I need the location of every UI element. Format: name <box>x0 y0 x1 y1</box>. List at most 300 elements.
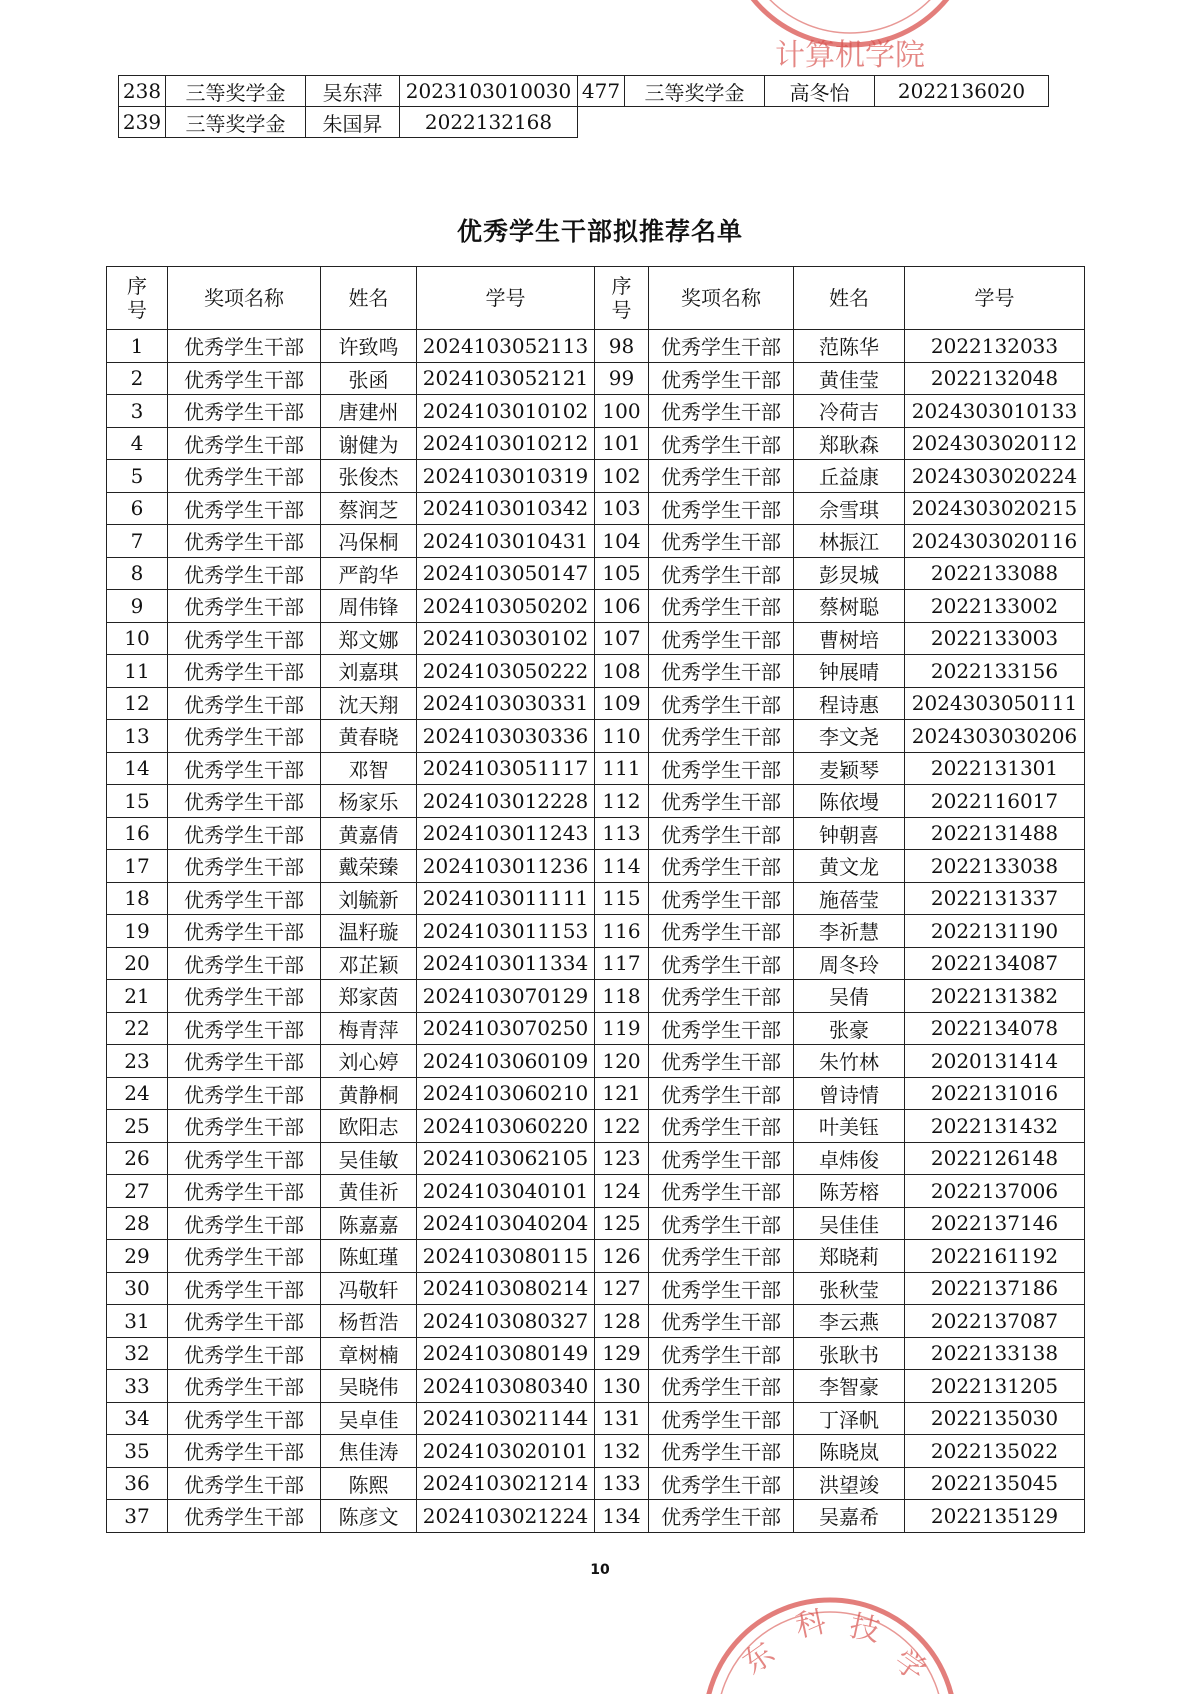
cell-no: 34 <box>107 1402 168 1435</box>
cell-no: 100 <box>595 395 649 428</box>
cell-student-id: 2024103062105 <box>417 1142 595 1175</box>
header-id: 学号 <box>417 267 595 330</box>
svg-text:计算机学院: 计算机学院 <box>775 38 925 73</box>
cell-student-id: 2024103060210 <box>417 1077 595 1110</box>
cell-award: 优秀学生干部 <box>649 330 794 363</box>
page-title: 优秀学生干部拟推荐名单 <box>456 217 743 246</box>
svg-text:东: 东 <box>736 1635 782 1682</box>
cell-award: 优秀学生干部 <box>168 882 321 915</box>
cell-name: 刘毓新 <box>321 882 417 915</box>
previous-award-table <box>118 75 1049 138</box>
cell-award: 优秀学生干部 <box>649 1337 794 1370</box>
cell-no: 122 <box>595 1110 649 1143</box>
cell-no: 126 <box>595 1240 649 1273</box>
table-row <box>107 492 1085 525</box>
cell-student-id: 2024303020224 <box>905 460 1085 493</box>
table-row <box>107 1305 1085 1338</box>
cell-no: 111 <box>595 752 649 785</box>
cell-award: 优秀学生干部 <box>649 460 794 493</box>
cell-award: 优秀学生干部 <box>649 1142 794 1175</box>
cell-no: 13 <box>107 720 168 753</box>
cell-no: 35 <box>107 1435 168 1468</box>
cell-award: 优秀学生干部 <box>168 330 321 363</box>
recommendation-table <box>106 266 1085 1533</box>
cell-name: 叶美钰 <box>794 1110 905 1143</box>
cell-student-id: 2024303020112 <box>905 427 1085 460</box>
cell-student-id: 2022134078 <box>905 1012 1085 1045</box>
header-no: 序 号 <box>107 267 168 330</box>
cell-name: 唐建州 <box>321 395 417 428</box>
cell-award: 优秀学生干部 <box>168 817 321 850</box>
cell-name: 陈晓岚 <box>794 1435 905 1468</box>
cell-name: 许致鸣 <box>321 330 417 363</box>
cell-name: 梅青萍 <box>321 1012 417 1045</box>
cell-student-id: 2022131016 <box>905 1077 1085 1110</box>
table-row <box>107 1272 1085 1305</box>
cell-no: 17 <box>107 850 168 883</box>
table-row <box>107 1012 1085 1045</box>
cell-no: 110 <box>595 720 649 753</box>
cell-name: 冷荷吉 <box>794 395 905 428</box>
cell-award: 优秀学生干部 <box>168 395 321 428</box>
cell-name: 林振江 <box>794 525 905 558</box>
cell-student-id: 2024303030206 <box>905 720 1085 753</box>
header-award: 奖项名称 <box>649 267 794 330</box>
cell-name: 戴荣臻 <box>321 850 417 883</box>
cell-no: 133 <box>595 1467 649 1500</box>
cell-student-id: 2022116017 <box>905 785 1085 818</box>
table-row <box>107 395 1085 428</box>
cell-award: 优秀学生干部 <box>168 752 321 785</box>
cell-name: 张秋莹 <box>794 1272 905 1305</box>
cell-no: 116 <box>595 915 649 948</box>
cell-name: 麦颖琴 <box>794 752 905 785</box>
cell-student-id: 2024103020101 <box>417 1435 595 1468</box>
cell-no: 28 <box>107 1207 168 1240</box>
cell-no: 125 <box>595 1207 649 1240</box>
cell-no: 106 <box>595 590 649 623</box>
cell-student-id: 2024103080115 <box>417 1240 595 1273</box>
cell-award: 优秀学生干部 <box>649 1077 794 1110</box>
cell-student-id: 2024303010133 <box>905 395 1085 428</box>
cell-student-id: 2024303050111 <box>905 687 1085 720</box>
cell-name: 陈依墁 <box>794 785 905 818</box>
table-row <box>107 882 1085 915</box>
cell-student-id: 2024103060220 <box>417 1110 595 1143</box>
cell-award: 优秀学生干部 <box>649 1435 794 1468</box>
cell-award: 三等奖学金 <box>166 76 306 107</box>
cell-student-id: 2022133156 <box>905 655 1085 688</box>
cell-award: 优秀学生干部 <box>168 785 321 818</box>
cell-student-id: 2024103010102 <box>417 395 595 428</box>
cell-name: 吴嘉希 <box>794 1500 905 1533</box>
cell-no: 127 <box>595 1272 649 1305</box>
cell-award: 优秀学生干部 <box>168 1175 321 1208</box>
table-row <box>107 1142 1085 1175</box>
cell-award: 优秀学生干部 <box>649 362 794 395</box>
cell-name: 邓芷颖 <box>321 947 417 980</box>
table-row <box>107 590 1085 623</box>
table-row <box>107 1337 1085 1370</box>
table-row <box>107 687 1085 720</box>
cell-name: 谢健为 <box>321 427 417 460</box>
cell-award: 优秀学生干部 <box>168 362 321 395</box>
cell-award: 优秀学生干部 <box>168 1337 321 1370</box>
cell-no: 239 <box>119 107 166 138</box>
cell-name: 郑家茵 <box>321 980 417 1013</box>
cell-award: 优秀学生干部 <box>168 427 321 460</box>
cell-award: 优秀学生干部 <box>168 460 321 493</box>
cell-name: 吴晓伟 <box>321 1370 417 1403</box>
table-row <box>107 557 1085 590</box>
cell-no: 25 <box>107 1110 168 1143</box>
cell-student-id: 2024103012228 <box>417 785 595 818</box>
cell-student-id: 2020131414 <box>905 1045 1085 1078</box>
cell-student-id: 2024103051117 <box>417 752 595 785</box>
cell-student-id: 2024103021224 <box>417 1500 595 1533</box>
cell-student-id: 2024303020116 <box>905 525 1085 558</box>
cell-name: 钟朝喜 <box>794 817 905 850</box>
header-name: 姓名 <box>321 267 417 330</box>
cell-no: 26 <box>107 1142 168 1175</box>
cell-student-id: 2022137087 <box>905 1305 1085 1338</box>
cell-award: 优秀学生干部 <box>168 1370 321 1403</box>
table-row <box>107 947 1085 980</box>
cell-award: 优秀学生干部 <box>649 785 794 818</box>
cell-student-id: 2024103050202 <box>417 590 595 623</box>
cell-name: 黄春晓 <box>321 720 417 753</box>
cell-award: 优秀学生干部 <box>649 395 794 428</box>
cell-award: 优秀学生干部 <box>649 1207 794 1240</box>
cell-student-id: 2022135045 <box>905 1467 1085 1500</box>
cell-no: 18 <box>107 882 168 915</box>
cell-award: 优秀学生干部 <box>649 622 794 655</box>
cell-empty <box>625 107 765 138</box>
cell-name: 邓智 <box>321 752 417 785</box>
cell-student-id: 2024103070129 <box>417 980 595 1013</box>
cell-no: 36 <box>107 1467 168 1500</box>
cell-award: 优秀学生干部 <box>168 720 321 753</box>
cell-award: 优秀学生干部 <box>168 947 321 980</box>
cell-award: 优秀学生干部 <box>649 1175 794 1208</box>
cell-name: 沈天翔 <box>321 687 417 720</box>
cell-student-id: 2024103080214 <box>417 1272 595 1305</box>
cell-name: 黄静桐 <box>321 1077 417 1110</box>
cell-no: 4 <box>107 427 168 460</box>
cell-student-id: 2024103080149 <box>417 1337 595 1370</box>
cell-name: 焦佳涛 <box>321 1435 417 1468</box>
cell-no: 1 <box>107 330 168 363</box>
cell-no: 128 <box>595 1305 649 1338</box>
header-name: 姓名 <box>794 267 905 330</box>
cell-award: 优秀学生干部 <box>168 1012 321 1045</box>
cell-name: 黄佳莹 <box>794 362 905 395</box>
cell-student-id: 2022132168 <box>400 107 578 138</box>
cell-student-id: 2022132048 <box>905 362 1085 395</box>
cell-student-id: 2024103060109 <box>417 1045 595 1078</box>
cell-student-id: 2024103011111 <box>417 882 595 915</box>
cell-award: 优秀学生干部 <box>168 622 321 655</box>
cell-name: 程诗惠 <box>794 687 905 720</box>
cell-name: 郑耿森 <box>794 427 905 460</box>
cell-name: 杨哲浩 <box>321 1305 417 1338</box>
cell-no: 31 <box>107 1305 168 1338</box>
cell-student-id: 2024103052121 <box>417 362 595 395</box>
cell-no: 20 <box>107 947 168 980</box>
cell-award: 优秀学生干部 <box>649 1110 794 1143</box>
cell-award: 优秀学生干部 <box>649 1402 794 1435</box>
cell-award: 优秀学生干部 <box>168 1207 321 1240</box>
cell-no: 118 <box>595 980 649 1013</box>
table-row <box>107 850 1085 883</box>
cell-award: 优秀学生干部 <box>649 557 794 590</box>
cell-name: 吴倩 <box>794 980 905 1013</box>
cell-no: 101 <box>595 427 649 460</box>
cell-no: 107 <box>595 622 649 655</box>
cell-no: 8 <box>107 557 168 590</box>
cell-award: 三等奖学金 <box>625 76 765 107</box>
cell-name: 卓炜俊 <box>794 1142 905 1175</box>
cell-empty <box>578 107 625 138</box>
cell-award: 优秀学生干部 <box>649 655 794 688</box>
header-award: 奖项名称 <box>168 267 321 330</box>
cell-no: 123 <box>595 1142 649 1175</box>
cell-award: 优秀学生干部 <box>649 1370 794 1403</box>
cell-student-id: 2022134087 <box>905 947 1085 980</box>
cell-no: 102 <box>595 460 649 493</box>
college-seal-top <box>720 0 980 80</box>
cell-empty <box>875 107 1049 138</box>
cell-award: 优秀学生干部 <box>168 1240 321 1273</box>
cell-name: 杨家乐 <box>321 785 417 818</box>
cell-name: 陈虹瑾 <box>321 1240 417 1273</box>
cell-name: 曹树培 <box>794 622 905 655</box>
cell-no: 238 <box>119 76 166 107</box>
page-number: 10 <box>590 1562 610 1578</box>
cell-name: 张豪 <box>794 1012 905 1045</box>
cell-no: 121 <box>595 1077 649 1110</box>
cell-no: 98 <box>595 330 649 363</box>
cell-no: 124 <box>595 1175 649 1208</box>
cell-no: 120 <box>595 1045 649 1078</box>
cell-name: 李云燕 <box>794 1305 905 1338</box>
cell-no: 130 <box>595 1370 649 1403</box>
cell-award: 优秀学生干部 <box>168 557 321 590</box>
cell-student-id: 2022133002 <box>905 590 1085 623</box>
cell-no: 3 <box>107 395 168 428</box>
cell-student-id: 2024303020215 <box>905 492 1085 525</box>
table-row <box>107 1045 1085 1078</box>
cell-no: 115 <box>595 882 649 915</box>
svg-text:学: 学 <box>887 1642 933 1689</box>
cell-award: 优秀学生干部 <box>649 1045 794 1078</box>
cell-award: 优秀学生干部 <box>649 1272 794 1305</box>
cell-student-id: 2022135030 <box>905 1402 1085 1435</box>
table-row <box>107 720 1085 753</box>
cell-student-id: 2024103011243 <box>417 817 595 850</box>
cell-name: 张函 <box>321 362 417 395</box>
cell-student-id: 2024103030336 <box>417 720 595 753</box>
cell-student-id: 2024103010342 <box>417 492 595 525</box>
table-row <box>107 752 1085 785</box>
cell-no: 32 <box>107 1337 168 1370</box>
cell-name: 李祈慧 <box>794 915 905 948</box>
cell-student-id: 2024103080327 <box>417 1305 595 1338</box>
cell-student-id: 2022136020 <box>875 76 1049 107</box>
cell-name: 彭炅城 <box>794 557 905 590</box>
cell-name: 黄文龙 <box>794 850 905 883</box>
cell-no: 15 <box>107 785 168 818</box>
cell-student-id: 2022137146 <box>905 1207 1085 1240</box>
cell-student-id: 2022131301 <box>905 752 1085 785</box>
cell-no: 134 <box>595 1500 649 1533</box>
cell-name: 吴佳佳 <box>794 1207 905 1240</box>
cell-award: 优秀学生干部 <box>649 915 794 948</box>
table-row <box>107 460 1085 493</box>
cell-award: 优秀学生干部 <box>649 687 794 720</box>
cell-student-id: 2024103040204 <box>417 1207 595 1240</box>
cell-no: 114 <box>595 850 649 883</box>
cell-student-id: 2022137006 <box>905 1175 1085 1208</box>
table-row <box>107 1207 1085 1240</box>
table-row <box>107 817 1085 850</box>
cell-award: 优秀学生干部 <box>649 720 794 753</box>
header-no: 序 号 <box>595 267 649 330</box>
cell-award: 优秀学生干部 <box>168 687 321 720</box>
cell-name: 吴卓佳 <box>321 1402 417 1435</box>
cell-award: 优秀学生干部 <box>649 882 794 915</box>
cell-no: 14 <box>107 752 168 785</box>
cell-name: 朱国昇 <box>306 107 400 138</box>
cell-name: 高冬怡 <box>765 76 875 107</box>
cell-student-id: 2024103011334 <box>417 947 595 980</box>
cell-award: 优秀学生干部 <box>649 1240 794 1273</box>
cell-award: 优秀学生干部 <box>168 590 321 623</box>
cell-name: 欧阳志 <box>321 1110 417 1143</box>
cell-student-id: 2024103010319 <box>417 460 595 493</box>
cell-student-id: 2024103080340 <box>417 1370 595 1403</box>
table-row <box>107 622 1085 655</box>
cell-name: 洪望竣 <box>794 1467 905 1500</box>
cell-student-id: 2022135022 <box>905 1435 1085 1468</box>
cell-name: 冯保桐 <box>321 525 417 558</box>
table-row <box>107 1370 1085 1403</box>
cell-no: 9 <box>107 590 168 623</box>
cell-student-id: 2022133038 <box>905 850 1085 883</box>
table-row <box>107 1500 1085 1533</box>
cell-no: 11 <box>107 655 168 688</box>
cell-student-id: 2022133003 <box>905 622 1085 655</box>
cell-no: 37 <box>107 1500 168 1533</box>
cell-award: 优秀学生干部 <box>168 1402 321 1435</box>
cell-no: 33 <box>107 1370 168 1403</box>
table-row <box>107 1435 1085 1468</box>
cell-name: 吴东萍 <box>306 76 400 107</box>
cell-award: 优秀学生干部 <box>168 1467 321 1500</box>
cell-name: 刘心婷 <box>321 1045 417 1078</box>
cell-no: 105 <box>595 557 649 590</box>
cell-student-id: 2024103010431 <box>417 525 595 558</box>
cell-student-id: 2022161192 <box>905 1240 1085 1273</box>
cell-no: 99 <box>595 362 649 395</box>
table-header-row <box>107 267 1085 330</box>
cell-student-id: 2022126148 <box>905 1142 1085 1175</box>
cell-name: 黄嘉倩 <box>321 817 417 850</box>
cell-name: 曾诗情 <box>794 1077 905 1110</box>
table-row <box>107 655 1085 688</box>
table-row <box>107 785 1085 818</box>
cell-award: 优秀学生干部 <box>649 1467 794 1500</box>
cell-award: 优秀学生干部 <box>649 1012 794 1045</box>
cell-name: 温籽璇 <box>321 915 417 948</box>
cell-student-id: 2024103050222 <box>417 655 595 688</box>
cell-name: 陈嘉嘉 <box>321 1207 417 1240</box>
cell-student-id: 2024103010212 <box>417 427 595 460</box>
cell-student-id: 2022131382 <box>905 980 1085 1013</box>
college-seal-bottom <box>700 1585 960 1694</box>
cell-student-id: 2022132033 <box>905 330 1085 363</box>
cell-award: 优秀学生干部 <box>649 492 794 525</box>
cell-award: 优秀学生干部 <box>168 1272 321 1305</box>
cell-award: 优秀学生干部 <box>649 1500 794 1533</box>
cell-no: 119 <box>595 1012 649 1045</box>
cell-name: 张俊杰 <box>321 460 417 493</box>
cell-student-id: 2022133138 <box>905 1337 1085 1370</box>
table-row <box>107 525 1085 558</box>
cell-name: 黄佳祈 <box>321 1175 417 1208</box>
cell-no: 19 <box>107 915 168 948</box>
table-row <box>107 1077 1085 1110</box>
cell-no: 5 <box>107 460 168 493</box>
cell-no: 22 <box>107 1012 168 1045</box>
cell-no: 132 <box>595 1435 649 1468</box>
cell-student-id: 2024103030331 <box>417 687 595 720</box>
cell-no: 112 <box>595 785 649 818</box>
cell-award: 优秀学生干部 <box>649 1305 794 1338</box>
table-row <box>107 362 1085 395</box>
cell-student-id: 2024103040101 <box>417 1175 595 1208</box>
cell-no: 103 <box>595 492 649 525</box>
table-row <box>107 330 1085 363</box>
cell-student-id: 2024103052113 <box>417 330 595 363</box>
cell-name: 郑文娜 <box>321 622 417 655</box>
cell-student-id: 2022137186 <box>905 1272 1085 1305</box>
cell-award: 优秀学生干部 <box>649 590 794 623</box>
cell-award: 优秀学生干部 <box>168 1110 321 1143</box>
cell-name: 李智豪 <box>794 1370 905 1403</box>
cell-no: 131 <box>595 1402 649 1435</box>
cell-award: 优秀学生干部 <box>649 427 794 460</box>
cell-student-id: 2024103050147 <box>417 557 595 590</box>
cell-name: 严韵华 <box>321 557 417 590</box>
cell-name: 冯敬轩 <box>321 1272 417 1305</box>
cell-no: 10 <box>107 622 168 655</box>
table-row <box>107 980 1085 1013</box>
cell-award: 优秀学生干部 <box>168 492 321 525</box>
cell-student-id: 2024103021144 <box>417 1402 595 1435</box>
cell-name: 丁泽帆 <box>794 1402 905 1435</box>
cell-name: 周冬玲 <box>794 947 905 980</box>
cell-award: 优秀学生干部 <box>168 1045 321 1078</box>
cell-no: 113 <box>595 817 649 850</box>
cell-no: 6 <box>107 492 168 525</box>
header-id: 学号 <box>905 267 1085 330</box>
cell-student-id: 2022131205 <box>905 1370 1085 1403</box>
cell-student-id: 2022133088 <box>905 557 1085 590</box>
cell-student-id: 2024103030102 <box>417 622 595 655</box>
cell-name: 刘嘉琪 <box>321 655 417 688</box>
cell-name: 施蓓莹 <box>794 882 905 915</box>
